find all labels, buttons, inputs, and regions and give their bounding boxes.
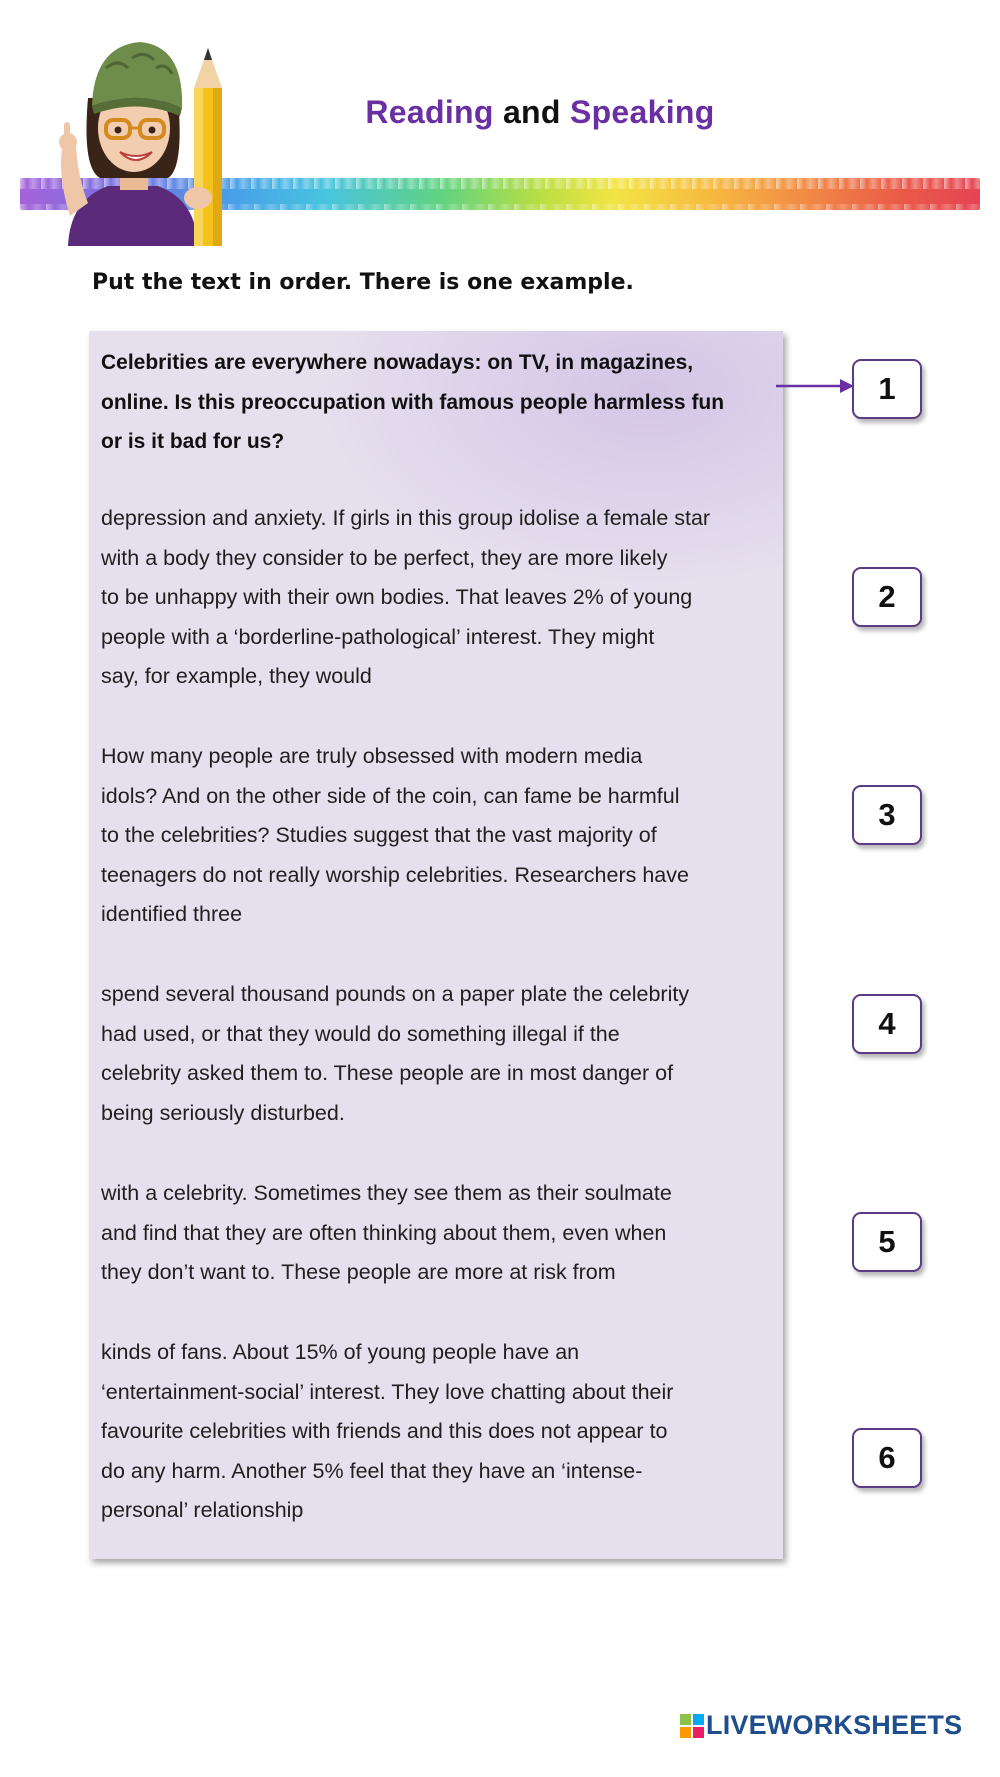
- order-box-3[interactable]: 3: [852, 785, 922, 845]
- liveworksheets-logo-icon: [680, 1714, 704, 1738]
- order-box-1[interactable]: 1: [852, 359, 922, 419]
- paragraph-5: [101, 1174, 781, 1293]
- paragraph-line: and find that they are often thinking about them, even when: [101, 1220, 667, 1245]
- title-reading: Reading: [365, 94, 494, 130]
- paragraph-line: personal’ relationship: [101, 1498, 304, 1522]
- paragraph-line: being seriously disturbed.: [101, 1100, 345, 1125]
- order-box-5[interactable]: 5: [852, 1212, 922, 1272]
- order-box-4[interactable]: 4: [852, 994, 922, 1054]
- paragraph-line: ‘entertainment-social’ interest. They love chatting about their: [101, 1379, 674, 1404]
- paragraph-line: celebrity asked them to. These people are in most danger of: [101, 1061, 674, 1085]
- paragraph-line: Celebrities are everywhere nowadays: on TV, in magazines,: [101, 351, 694, 374]
- paragraph-6: [101, 1333, 781, 1531]
- paragraph-line: with a celebrity. Sometimes they see them as their soulmate: [101, 1181, 672, 1205]
- paragraph-example: [101, 343, 781, 462]
- paragraph-2: [101, 499, 781, 697]
- title-speaking: Speaking: [569, 94, 715, 130]
- paragraph-line: online. Is this preoccupation with famous people harmless fun: [101, 390, 725, 414]
- paragraph-line: How many people are truly obsessed with modern media: [101, 744, 643, 768]
- teacher-avatar: [48, 28, 248, 246]
- paragraph-line: teenagers do not really worship celebrities. Researchers have: [101, 862, 689, 887]
- paragraph-line: kinds of fans. About 15% of young people have an: [101, 1340, 580, 1364]
- order-box-6[interactable]: 6: [852, 1428, 922, 1488]
- paragraph-line: to the celebrities? Studies suggest that the vast majority of: [101, 823, 657, 847]
- paragraph-line: spend several thousand pounds on a paper plate the celebrity: [101, 982, 690, 1006]
- paragraph-line: do any harm. Another 5% feel that they have an ‘intense-: [101, 1458, 643, 1483]
- instruction-text: Put the text in order. There is one example.: [92, 270, 634, 295]
- paragraph-line: idols? And on the other side of the coin, can fame be harmful: [101, 783, 680, 808]
- paragraph-line: people with a ‘borderline-pathological’ interest. They might: [101, 624, 655, 649]
- paragraph-3: [101, 737, 781, 935]
- order-box-2[interactable]: 2: [852, 567, 922, 627]
- paragraph-line: with a body they consider to be perfect, they are more likely: [101, 545, 668, 570]
- paragraph-line: say, for example, they would: [101, 664, 372, 688]
- title-and: and: [502, 94, 561, 130]
- paragraph-line: to be unhappy with their own bodies. That leaves 2% of young: [101, 585, 693, 609]
- text-panel: [89, 331, 783, 1559]
- paragraph-line: depression and anxiety. If girls in this group idolise a female star: [101, 506, 711, 530]
- paragraph-line: or is it bad for us?: [101, 430, 285, 453]
- liveworksheets-logo[interactable]: [680, 1710, 962, 1741]
- page-title: [340, 94, 740, 131]
- paragraph-line: identified three: [101, 902, 243, 926]
- paragraph-4: [101, 975, 781, 1133]
- paragraph-line: they don’t want to. These people are more at risk from: [101, 1260, 616, 1284]
- liveworksheets-logo-text: LIVEWORKSHEETS: [706, 1710, 963, 1740]
- example-arrow-icon: [776, 376, 854, 396]
- paragraph-line: favourite celebrities with friends and this does not appear to: [101, 1419, 668, 1443]
- paragraph-line: had used, or that they would do something illegal if the: [101, 1021, 620, 1046]
